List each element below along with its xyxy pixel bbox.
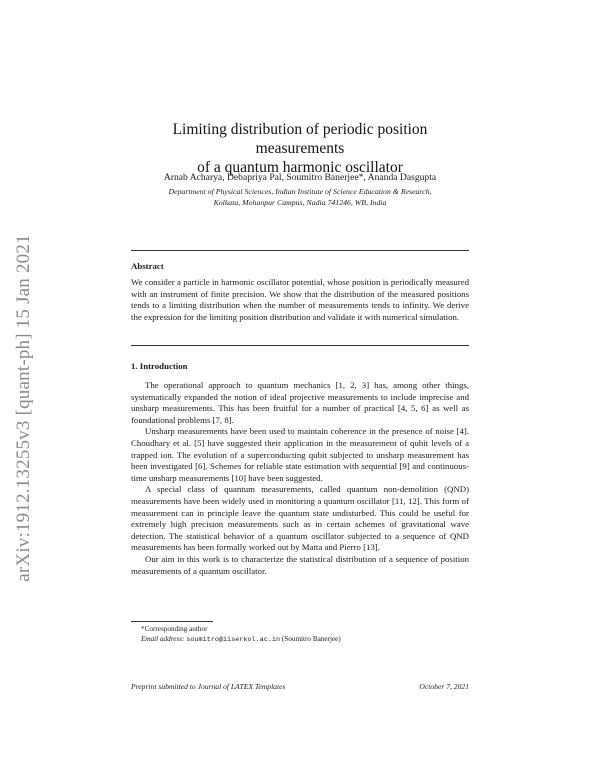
arxiv-identifier-stamp (4, 208, 44, 608)
paragraph: A special class of quantum measurements, called quantum non-demolition (QND) measurements have been widely used in monitoring a quantum oscillator [11, 12]. This form of measurement can in principle leave the quantum state undisturbed. This could be useful for extremely high precision measurements such as in certain schemes of gravitational wave detection. The statistical behavior of a quantum oscillator subjected to a sequence of QND measurements has been formally worked out by Matta and Pierro [13]. (131, 484, 469, 553)
affiliation-line-2: Kolkata, Mohanpur Campus, Nadia 741246, WB, India (213, 198, 387, 207)
email-line (131, 634, 469, 645)
arxiv-id-text: arXiv:1912.13255v3 [quant-ph] 15 Jan 2021 (13, 234, 35, 582)
paragraph: Unsharp measurements have been used to maintain coherence in the presence of noise [4]. Choudhary et al. [5] have suggested their application in the measurement of qubit levels of a trapped ion. The evolution of a superconducting qubit subjected to unsharp measurement has been investigated [6]. Schemes for reliable state estimation with sequential [9] and continuous-time unsharp measurements [10] have been suggested. (131, 426, 469, 483)
abstract-top-rule (131, 250, 469, 251)
footer-preprint-note: Preprint submitted to Journal of LATEX Templates (131, 682, 286, 691)
page-footer (131, 682, 469, 691)
title-line-1: Limiting distribution of periodic position measurements (172, 121, 428, 157)
abstract-heading: Abstract (131, 261, 164, 271)
email-label: Email address: (141, 635, 185, 643)
abstract-bottom-rule (131, 345, 469, 346)
email-owner: (Soumitro Banerjee) (281, 635, 341, 643)
paragraph: The operational approach to quantum mechanics [1, 2, 3] has, among other things, systematically expanded the notion of ideal projective measurements to include imprecise and unsharp measurements. This has been fruitful for a number of practical [4, 5, 6] as well as foundational problems [7, 8]. (131, 380, 469, 425)
section-heading-introduction: 1. Introduction (131, 361, 188, 371)
title-line-2: of a quantum harmonic oscillator (197, 159, 403, 176)
footer-date: October 7, 2021 (419, 682, 469, 691)
affiliation (131, 186, 469, 208)
email-address-link[interactable]: soumitro@iiserkol.ac.in (186, 636, 281, 644)
paper-title (131, 120, 469, 177)
abstract-text: We consider a particle in harmonic oscillator potential, whose position is periodically measured with an instrument of finite precision. We show that the distribution of the measured positions tends to a limiting distribution when the number of measurements tends to infinity. We derive the expression for the limiting position distribution and validate it with numerical simulation. (131, 277, 469, 322)
introduction-body (131, 380, 469, 577)
corresponding-author-note: *Corresponding author (141, 625, 208, 633)
paragraph: Our aim in this work is to characterize the statistical distribution of a sequence of position measurements of a quantum oscillator. (131, 553, 469, 576)
affiliation-line-1: Department of Physical Sciences, Indian Institute of Science Education & Research, (168, 187, 432, 196)
footnote (131, 624, 469, 645)
footnote-rule (131, 621, 213, 622)
author-list: Arnab Acharya, Debapriya Pal, Soumitro Banerjee*, Ananda Dasgupta (163, 172, 437, 183)
